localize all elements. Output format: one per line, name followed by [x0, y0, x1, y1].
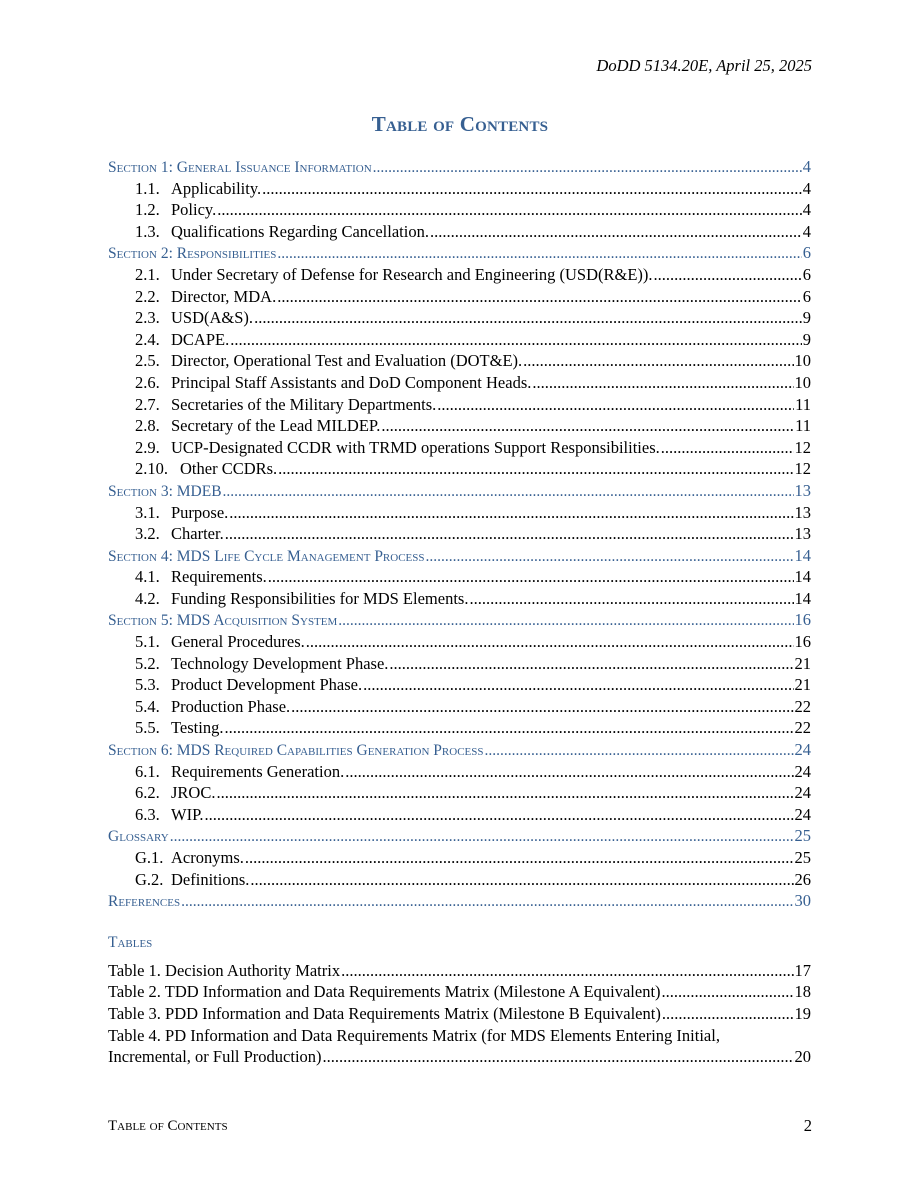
- page-number: 11: [795, 416, 811, 436]
- toc-subsection-entry[interactable]: [108, 804, 811, 826]
- entry-number: 2.8.: [135, 416, 160, 436]
- entry-title: [135, 178, 261, 200]
- toc-subsection-entry[interactable]: [108, 264, 811, 286]
- leader-dots: [662, 981, 794, 1003]
- page-number: 17: [794, 960, 811, 980]
- leader-dots: [469, 588, 793, 610]
- entry-title: [135, 804, 204, 826]
- page-number: 24: [794, 804, 811, 824]
- toc-subsection-entry[interactable]: [108, 717, 811, 739]
- entry-label: WIP.: [171, 804, 204, 824]
- entry-title: [135, 415, 380, 437]
- entry-number: 5.3.: [135, 675, 160, 695]
- entry-title: [135, 717, 223, 739]
- entry-title: [135, 631, 305, 653]
- leader-dots: [268, 566, 794, 588]
- entry-number: 4.1.: [135, 567, 160, 587]
- page-title: Table of Contents: [371, 112, 549, 136]
- entry-label: Production Phase.: [171, 696, 291, 716]
- page-number: 24: [794, 783, 811, 803]
- entry-number: 5.5.: [135, 718, 160, 738]
- entry-label: Testing.: [171, 718, 224, 738]
- leader-dots: [291, 696, 793, 718]
- leader-dots: [661, 437, 794, 459]
- entry-title: [135, 674, 362, 696]
- entry-number: 1.1.: [135, 178, 160, 198]
- leader-dots: [223, 481, 794, 503]
- leader-dots: [426, 546, 794, 568]
- leader-dots: [230, 329, 802, 351]
- toc-subsection-entry[interactable]: [108, 588, 811, 610]
- entry-label: USD(A&S).: [171, 308, 254, 328]
- page-number: 13: [794, 502, 811, 522]
- toc-section-entry[interactable]: [108, 545, 811, 567]
- entry-title: [135, 566, 267, 588]
- leader-dots: [278, 458, 793, 480]
- footer-label: Table of Contents: [108, 1118, 228, 1134]
- entry-title: Glossary: [108, 828, 169, 846]
- entry-title: Section 6: MDS Required Capabilities Generation Process: [108, 742, 484, 760]
- entry-label: Funding Responsibilities for MDS Elements.: [171, 588, 469, 608]
- page-number: 14: [794, 567, 811, 587]
- leader-dots: [277, 243, 801, 265]
- entry-label: Requirements.: [171, 567, 267, 587]
- page-number: 6: [802, 264, 811, 284]
- entry-title: [135, 264, 653, 286]
- page-number: 24: [794, 740, 811, 760]
- toc-table-entry[interactable]: [108, 960, 811, 982]
- leader-dots: [373, 157, 802, 179]
- toc-section-entry[interactable]: [108, 609, 811, 631]
- page-number: 6: [802, 286, 811, 306]
- page-number: 24: [794, 761, 811, 781]
- page-number: 11: [795, 394, 811, 414]
- leader-dots: [532, 372, 793, 394]
- entry-number: 1.3.: [135, 221, 160, 241]
- toc-subsection-entry[interactable]: [108, 178, 811, 200]
- entry-number: 1.2.: [135, 200, 160, 220]
- leader-dots: [224, 717, 793, 739]
- entry-label: Secretaries of the Military Departments.: [171, 394, 437, 414]
- entry-number: 2.10.: [135, 459, 168, 479]
- entry-title: [135, 458, 277, 480]
- entry-number: 2.9.: [135, 437, 160, 457]
- toc-subsection-entry[interactable]: [108, 286, 811, 308]
- toc-section-entry[interactable]: [108, 890, 811, 912]
- page-number: 16: [794, 632, 811, 652]
- toc-subsection-entry[interactable]: [108, 869, 811, 891]
- entry-title: [135, 847, 244, 869]
- page-number: 21: [794, 675, 811, 695]
- entry-label: Policy.: [171, 200, 217, 220]
- toc-section-entry[interactable]: [108, 739, 811, 761]
- leader-dots: [485, 740, 794, 762]
- tables-heading[interactable]: Tables: [108, 933, 153, 951]
- entry-title: [135, 329, 229, 351]
- toc-subsection-entry[interactable]: [108, 696, 811, 718]
- footer-page-number: 2: [803, 1116, 812, 1135]
- page-number: 16: [794, 610, 811, 630]
- page-number: 14: [794, 588, 811, 608]
- entry-number: 3.1.: [135, 502, 160, 522]
- entry-label: Technology Development Phase.: [171, 653, 389, 673]
- leader-dots: [216, 782, 793, 804]
- page-number: 9: [802, 308, 811, 328]
- entry-number: 2.7.: [135, 394, 160, 414]
- entry-title: [135, 350, 522, 372]
- page-number: 20: [794, 1047, 811, 1067]
- page-number: 9: [802, 329, 811, 349]
- entry-label: Table 3. PDD Information and Data Requirements Matrix (Milestone B Equivalent): [108, 1003, 661, 1023]
- toc-subsection-entry[interactable]: [108, 415, 811, 437]
- toc-subsection-entry[interactable]: [108, 631, 811, 653]
- entry-title: Section 1: General Issuance Information: [108, 159, 372, 176]
- entry-title: [135, 221, 429, 243]
- entry-label: Table 1. Decision Authority Matrix: [108, 960, 341, 980]
- entry-number: G.1.: [135, 848, 164, 867]
- toc-subsection-entry[interactable]: [108, 437, 811, 459]
- entry-number: 5.4.: [135, 696, 160, 716]
- entry-title: [135, 653, 388, 675]
- entry-label: Purpose.: [171, 502, 229, 522]
- entry-label: Charter.: [171, 524, 224, 544]
- leader-dots: [250, 869, 793, 891]
- entry-label: UCP-Designated CCDR with TRMD operations Support Responsibilities.: [171, 437, 660, 457]
- toc-subsection-entry[interactable]: [108, 199, 811, 221]
- table4-line2: Incremental, or Full Production): [108, 1047, 322, 1067]
- entry-title: [135, 696, 290, 718]
- entry-label: Under Secretary of Defense for Research and Engineering (USD(R&E)).: [171, 264, 653, 284]
- document-reference: DoDD 5134.20E, April 25, 2025: [596, 56, 812, 75]
- toc-table-entry[interactable]: [108, 1003, 811, 1025]
- toc-subsection-entry[interactable]: [108, 307, 811, 329]
- page-number: 22: [794, 718, 811, 738]
- entry-number: 6.2.: [135, 783, 160, 803]
- leader-dots: [389, 653, 793, 675]
- toc-table-entry[interactable]: [108, 1046, 811, 1068]
- page-number: 13: [794, 480, 811, 500]
- entry-label: Director, MDA.: [171, 286, 277, 306]
- leader-dots: [217, 199, 802, 221]
- leader-dots: [277, 286, 802, 308]
- page-number: 18: [794, 982, 811, 1002]
- page-number: 6: [802, 243, 811, 263]
- leader-dots: [430, 221, 802, 243]
- entry-number: 6.1.: [135, 761, 160, 781]
- leader-dots: [654, 264, 802, 286]
- entry-number: 2.6.: [135, 372, 160, 392]
- page-number: 19: [794, 1003, 811, 1023]
- leader-dots: [262, 178, 802, 200]
- entry-title: [135, 372, 531, 394]
- page-number: 4: [802, 200, 811, 220]
- leader-dots: [381, 415, 794, 437]
- page-number: 21: [794, 653, 811, 673]
- entry-title: [135, 761, 344, 783]
- page-number: 26: [794, 869, 811, 889]
- toc-section-entry[interactable]: [108, 825, 811, 847]
- page-number: 22: [794, 696, 811, 716]
- page-number: 14: [794, 545, 811, 565]
- entry-number: 2.2.: [135, 286, 160, 306]
- entry-label: Director, Operational Test and Evaluation (DOT&E).: [171, 351, 523, 371]
- entry-label: Principal Staff Assistants and DoD Component Heads.: [171, 372, 532, 392]
- entry-number: 2.3.: [135, 308, 160, 328]
- toc-subsection-entry[interactable]: [108, 523, 811, 545]
- entry-number: 3.2.: [135, 524, 160, 544]
- page-number: 4: [802, 178, 811, 198]
- page-number: 12: [794, 437, 811, 457]
- entry-label: Requirements Generation.: [171, 761, 345, 781]
- toc-entries: [108, 156, 811, 912]
- leader-dots: [437, 394, 794, 416]
- entry-label: Secretary of the Lead MILDEP.: [171, 416, 381, 436]
- table4-line1[interactable]: Table 4. PD Information and Data Requirements Matrix (for MDS Elements Entering Initial,: [108, 1025, 720, 1045]
- page-number: 4: [802, 157, 811, 176]
- entry-number: G.2.: [135, 869, 164, 889]
- toc-subsection-entry[interactable]: [108, 329, 811, 351]
- entry-title: [135, 502, 228, 524]
- leader-dots: [181, 891, 793, 913]
- entry-title: Section 5: MDS Acquisition System: [108, 612, 338, 630]
- entry-label: DCAPE.: [171, 329, 230, 349]
- entry-label: General Procedures.: [171, 632, 305, 652]
- entry-title: [135, 394, 436, 416]
- leader-dots: [245, 847, 794, 869]
- entry-title: References: [108, 893, 181, 911]
- entry-label: Product Development Phase.: [171, 675, 363, 695]
- entry-title: Section 3: MDEB: [108, 482, 222, 500]
- entry-label: Definitions.: [171, 869, 250, 889]
- entry-label: Acronyms.: [171, 848, 244, 867]
- toc-subsection-entry[interactable]: [108, 221, 811, 243]
- entry-title: [135, 286, 276, 308]
- entry-label: JROC.: [171, 783, 216, 803]
- entry-title: [135, 782, 215, 804]
- toc-subsection-entry[interactable]: [108, 782, 811, 804]
- tables-list: [108, 960, 811, 1068]
- toc-section-entry[interactable]: [108, 156, 811, 178]
- page-number: 13: [794, 524, 811, 544]
- toc-subsection-entry[interactable]: [108, 458, 811, 480]
- toc-subsection-entry[interactable]: [108, 502, 811, 524]
- leader-dots: [345, 761, 793, 783]
- entry-number: 2.1.: [135, 264, 160, 284]
- page-number: 4: [802, 221, 811, 241]
- leader-dots: [225, 523, 794, 545]
- entry-number: 5.2.: [135, 653, 160, 673]
- entry-label: Other CCDRs.: [180, 459, 278, 479]
- toc-subsection-entry[interactable]: [108, 394, 811, 416]
- toc-subsection-entry[interactable]: [108, 350, 811, 372]
- toc-subsection-entry[interactable]: [108, 674, 811, 696]
- entry-number: 6.3.: [135, 804, 160, 824]
- entry-number: 2.4.: [135, 329, 160, 349]
- leader-dots: [338, 610, 793, 632]
- entry-title: [135, 307, 253, 329]
- table-of-contents: [108, 156, 811, 1068]
- leader-dots: [363, 674, 793, 696]
- toc-subsection-entry[interactable]: [108, 566, 811, 588]
- page-number: 25: [794, 826, 811, 846]
- leader-dots: [170, 826, 794, 848]
- toc-subsection-entry[interactable]: [108, 372, 811, 394]
- toc-subsection-entry[interactable]: [108, 761, 811, 783]
- leader-dots: [229, 502, 793, 524]
- entry-number: 5.1.: [135, 632, 160, 652]
- page-number: 30: [794, 891, 811, 911]
- entry-title: [135, 199, 216, 221]
- toc-subsection-entry[interactable]: [108, 847, 811, 869]
- toc-section-entry[interactable]: [108, 480, 811, 502]
- entry-title: Section 4: MDS Life Cycle Management Process: [108, 547, 425, 565]
- page-number: 25: [794, 848, 811, 867]
- toc-table-entry[interactable]: [108, 981, 811, 1003]
- entry-title: Section 2: Responsibilities: [108, 245, 277, 263]
- toc-subsection-entry[interactable]: [108, 653, 811, 675]
- entry-number: 2.5.: [135, 351, 160, 371]
- page-number: 10: [794, 372, 811, 392]
- leader-dots: [254, 307, 802, 329]
- entry-title: [135, 523, 224, 545]
- page-number: 12: [794, 459, 811, 479]
- leader-dots: [323, 1046, 794, 1068]
- leader-dots: [205, 804, 794, 826]
- toc-section-entry[interactable]: [108, 242, 811, 264]
- entry-label: Table 2. TDD Information and Data Requirements Matrix (Milestone A Equivalent): [108, 982, 661, 1002]
- entry-label: Applicability.: [171, 178, 262, 198]
- leader-dots: [341, 960, 793, 982]
- leader-dots: [523, 350, 793, 372]
- leader-dots: [662, 1003, 794, 1025]
- entry-title: [135, 869, 249, 891]
- entry-title: [135, 437, 660, 459]
- entry-label: Qualifications Regarding Cancellation.: [171, 221, 429, 241]
- entry-title: [135, 588, 468, 610]
- leader-dots: [306, 631, 794, 653]
- entry-number: 4.2.: [135, 588, 160, 608]
- table-entries: [108, 960, 811, 1025]
- page-number: 10: [794, 351, 811, 371]
